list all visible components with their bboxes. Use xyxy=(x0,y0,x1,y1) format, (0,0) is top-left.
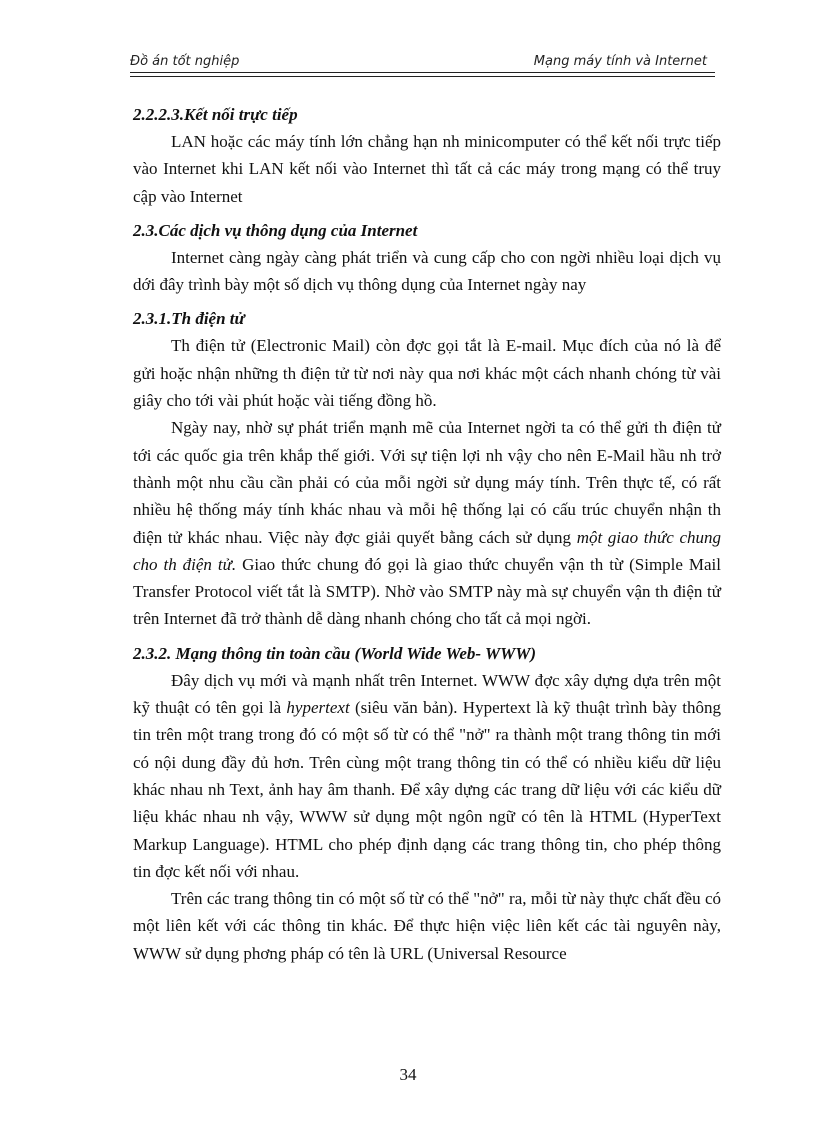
paragraph-email-intro: Th điện tử (Electronic Mail) còn đợc gọi tắt là E-mail. Mục đích của nó là để gửi hoặc nhận những th điện tử từ nơi này qua nơi khác một cách nhanh chóng từ vài giây cho tới vài phút hoặc vài tiếng đồng hồ. xyxy=(133,336,721,411)
header-rule-thin xyxy=(130,76,715,77)
header-left-title: Đồ án tốt nghiệp xyxy=(130,54,240,69)
paragraph-direct-connection: LAN hoặc các máy tính lớn chẳng hạn nh minicomputer có thể kết nối trực tiếp vào Internet khi LAN kết nối vào Internet thì tất cả các máy trong mạng có thể truy cập vào Internet xyxy=(133,132,721,206)
page-header xyxy=(130,50,715,76)
email-smtp-text-c: Giao thức chung đó gọi là giao thức chuyển vận th từ (Simple Mail Transfer Protocol viết tắt là SMTP). Nhờ vào SMTP này mà sự chuyển vận th điện tử trên Internet đã trở thành dễ dàng nhanh chóng cho tất cả mọi ngời. xyxy=(133,554,721,629)
heading-direct-connection: 2.2.2.3.Kết nối trực tiếp xyxy=(133,105,298,124)
paragraph-www-url: Trên các trang thông tin có một số từ có thể "nở" ra, mỗi từ này thực chất đều có một liên kết với các thông tin khác. Để thực hiện việc liên kết các tài nguyên này, WWW sử dụng phơng pháp có tên là URL (Universal Resource xyxy=(133,889,721,963)
www-text-a: Đây dịch vụ mới và mạnh nhất trên Internet. WWW đợc xây dựng dựa trên một kỹ thuật có tên gọi là xyxy=(133,670,721,718)
header-right-title: Mạng máy tính và Internet xyxy=(533,54,707,69)
paragraph-email-smtp xyxy=(133,414,721,632)
header-rule-thick xyxy=(130,72,715,73)
page-body xyxy=(133,100,721,967)
email-smtp-text-a: Ngày nay, nhờ sự phát triển mạnh mẽ của Internet ngời ta có thể gửi th điện tử tới các quốc gia trên khắp thế giới. Với sự tiện lợi nh vậy cho nên E-Mail hầu nh trở thành một nhu cầu cần phải có của mỗi ngời sử dụng máy tính. Trên thực tế, có rất nhiều hệ thống máy tính khác nhau và mỗi hệ thống lại có cấu trúc chuyển nhận th điện tử khác nhau. Việc này đợc giải quyết bằng cách sử dụng xyxy=(133,418,721,547)
www-italic-hypertext: hypertext xyxy=(286,698,350,718)
heading-www: 2.3.2. Mạng thông tin toàn cầu (World Wide Web- WWW) xyxy=(133,643,537,663)
page-number: 34 xyxy=(399,1065,417,1084)
heading-email: 2.3.1.Th điện tử xyxy=(133,309,245,329)
paragraph-www-hypertext xyxy=(133,667,721,885)
paragraph-internet-services: Internet càng ngày càng phát triển và cung cấp cho con ngời nhiều loại dịch vụ dới đây trình bày một số dịch vụ thông dụng của Internet ngày nay xyxy=(133,247,721,295)
heading-internet-services: 2.3.Các dịch vụ thông dụng của Internet xyxy=(133,220,418,240)
email-smtp-italic: một giao thức chung cho th điện tử. xyxy=(133,527,721,574)
www-text-c: (siêu văn bản). Hypertext là kỹ thuật trình bày thông tin trên một trang trong đó có một số từ có thể "nở" ra thành một trang thông tin mới có nội dung đầy đủ hơn. Trên cùng một trang thông tin có thể có nhiều kiểu dữ liệu khác nhau nh Text, ảnh hay âm thanh. Để xây dựng các trang dữ liệu với các kiểu dữ liệu khác nhau nh vậy, WWW sử dụng một ngôn ngữ có tên là HTML (HyperText Markup Language). HTML cho phép định dạng các trang thông tin, cho phép thông tin đợc kết nối với nhau. xyxy=(133,698,722,881)
